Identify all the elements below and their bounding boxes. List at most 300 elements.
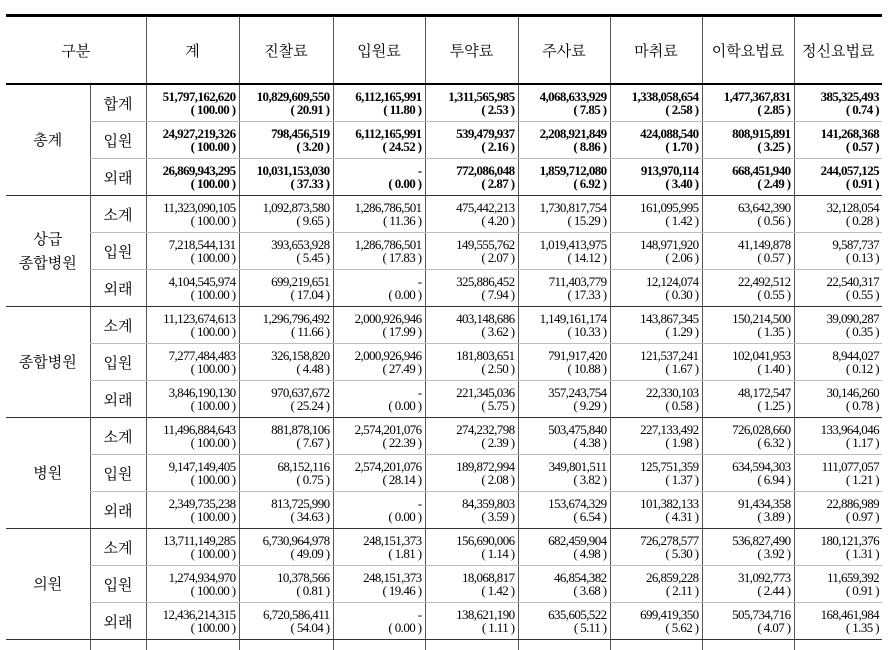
percent-value: ( 14.12 ) — [519, 251, 607, 264]
table-group — [6, 418, 882, 529]
value-cell — [518, 492, 610, 529]
percent-value: ( 20.91 ) — [240, 103, 330, 116]
table-row — [6, 566, 882, 603]
amount-value: 726,028,660 — [703, 423, 791, 436]
value-cell — [518, 307, 610, 344]
subgroup-label: 외래 — [90, 381, 146, 418]
percent-value: ( 2.85 ) — [703, 103, 791, 116]
value-cell — [333, 381, 425, 418]
value-cell — [794, 196, 882, 233]
percent-value: ( 3.40 ) — [611, 177, 699, 190]
header-injection-fee: 주사료 — [518, 16, 610, 85]
amount-value: 30,146,260 — [795, 386, 880, 399]
table-row — [6, 455, 882, 492]
table-group-continued — [6, 640, 882, 650]
subgroup-label: 외래 — [90, 492, 146, 529]
percent-value: ( 1.29 ) — [611, 325, 699, 338]
table-group — [6, 84, 882, 196]
percent-value: ( 10.33 ) — [519, 325, 607, 338]
table-row — [6, 344, 882, 381]
value-cell — [425, 381, 518, 418]
value-cell — [146, 233, 239, 270]
subgroup-label: 합계 — [90, 84, 146, 122]
subgroup-label: 소계 — [90, 196, 146, 233]
amount-value: 133,964,046 — [795, 423, 880, 436]
value-cell — [239, 159, 333, 196]
amount-value: 699,219,651 — [240, 275, 330, 288]
value-cell — [239, 344, 333, 381]
amount-value: 121,537,241 — [611, 349, 699, 362]
percent-value: ( 0.57 ) — [795, 140, 880, 153]
percent-value: ( 0.00 ) — [334, 399, 422, 412]
percent-value: ( 0.00 ) — [334, 177, 422, 190]
value-cell — [518, 122, 610, 159]
value-cell — [333, 84, 425, 122]
value-cell — [146, 492, 239, 529]
amount-value: 668,451,940 — [703, 164, 791, 177]
percent-value: ( 4.38 ) — [519, 436, 607, 449]
percent-value: ( 4.07 ) — [703, 621, 791, 634]
percent-value: ( 1.25 ) — [703, 399, 791, 412]
amount-value: 3,846,190,130 — [147, 386, 236, 399]
percent-value: ( 100.00 ) — [147, 436, 236, 449]
percent-value: ( 28.14 ) — [334, 473, 422, 486]
value-cell — [333, 603, 425, 640]
value-cell — [425, 159, 518, 196]
amount-value: 148,971,920 — [611, 238, 699, 251]
amount-value: 1,019,413,975 — [519, 238, 607, 251]
percent-value: ( 1.35 ) — [703, 325, 791, 338]
value-cell — [333, 233, 425, 270]
amount-value: 168,461,984 — [795, 608, 880, 621]
header-physical-therapy-fee: 이학요법료 — [702, 16, 794, 85]
amount-value: 1,311,565,985 — [426, 90, 515, 103]
amount-value: 403,148,686 — [426, 312, 515, 325]
value-cell — [610, 159, 702, 196]
amount-value: 274,232,798 — [426, 423, 515, 436]
percent-value: ( 2.44 ) — [703, 584, 791, 597]
value-cell — [610, 307, 702, 344]
value-cell — [239, 196, 333, 233]
table-row — [6, 529, 882, 566]
value-cell — [518, 455, 610, 492]
amount-value: 39,090,287 — [795, 312, 880, 325]
value-cell — [794, 529, 882, 566]
percent-value: ( 4.98 ) — [519, 547, 607, 560]
value-cell — [425, 566, 518, 603]
value-cell — [794, 492, 882, 529]
amount-value: 12,124,074 — [611, 275, 699, 288]
amount-value: 1,338,058,654 — [611, 90, 699, 103]
value-cell — [239, 381, 333, 418]
table-row — [6, 159, 882, 196]
amount-value: 221,345,036 — [426, 386, 515, 399]
amount-value: 393,653,928 — [240, 238, 330, 251]
percent-value: ( 0.35 ) — [795, 325, 880, 338]
amount-value: 22,330,103 — [611, 386, 699, 399]
value-cell — [425, 122, 518, 159]
table-row — [6, 307, 882, 344]
value-cell — [518, 84, 610, 122]
amount-value: 7,218,544,131 — [147, 238, 236, 251]
percent-value: ( 5.45 ) — [240, 251, 330, 264]
amount-value: 813,725,990 — [240, 497, 330, 510]
amount-value: 699,419,350 — [611, 608, 699, 621]
header-hospitalization-fee: 입원료 — [333, 16, 425, 85]
percent-value: ( 0.00 ) — [334, 288, 422, 301]
percent-value: ( 17.83 ) — [334, 251, 422, 264]
value-cell — [702, 566, 794, 603]
amount-value: 150,214,500 — [703, 312, 791, 325]
value-cell — [239, 122, 333, 159]
amount-value: 4,068,633,929 — [519, 90, 607, 103]
amount-value: 22,492,512 — [703, 275, 791, 288]
value-cell — [702, 84, 794, 122]
amount-value: 798,456,519 — [240, 127, 330, 140]
percent-value: ( 7.67 ) — [240, 436, 330, 449]
amount-value: 1,859,712,080 — [519, 164, 607, 177]
percent-value: ( 27.49 ) — [334, 362, 422, 375]
percent-value: ( 100.00 ) — [147, 547, 236, 560]
value-cell — [702, 418, 794, 455]
subgroup-label: 입원 — [90, 566, 146, 603]
value-cell — [702, 196, 794, 233]
percent-value: ( 8.86 ) — [519, 140, 607, 153]
amount-value: - — [334, 164, 422, 177]
value-cell — [518, 270, 610, 307]
empty-cell — [333, 640, 425, 650]
percent-value: ( 3.68 ) — [519, 584, 607, 597]
amount-value: 536,827,490 — [703, 534, 791, 547]
header-category: 구분 — [6, 16, 146, 85]
amount-value: 4,104,545,974 — [147, 275, 236, 288]
value-cell — [610, 381, 702, 418]
amount-value: 41,149,878 — [703, 238, 791, 251]
table-row — [6, 270, 882, 307]
percent-value: ( 0.58 ) — [611, 399, 699, 412]
value-cell — [333, 122, 425, 159]
percent-value: ( 1.98 ) — [611, 436, 699, 449]
percent-value: ( 0.81 ) — [240, 584, 330, 597]
percent-value: ( 2.06 ) — [611, 251, 699, 264]
percent-value: ( 1.21 ) — [795, 473, 880, 486]
amount-value: 248,151,373 — [334, 571, 422, 584]
percent-value: ( 2.39 ) — [426, 436, 515, 449]
amount-value: 503,475,840 — [519, 423, 607, 436]
percent-value: ( 10.88 ) — [519, 362, 607, 375]
header-medication-fee: 투약료 — [425, 16, 518, 85]
table-row — [6, 492, 882, 529]
amount-value: 1,286,786,501 — [334, 238, 422, 251]
percent-value: ( 5.75 ) — [426, 399, 515, 412]
value-cell — [610, 566, 702, 603]
amount-value: 9,147,149,405 — [147, 460, 236, 473]
value-cell — [333, 418, 425, 455]
value-cell — [333, 159, 425, 196]
group-label: 의원 — [6, 529, 90, 640]
table-group — [6, 529, 882, 640]
value-cell — [146, 122, 239, 159]
percent-value: ( 0.28 ) — [795, 214, 880, 227]
percent-value: ( 2.16 ) — [426, 140, 515, 153]
amount-value: 10,829,609,550 — [240, 90, 330, 103]
amount-value: 424,088,540 — [611, 127, 699, 140]
value-cell — [333, 492, 425, 529]
amount-value: 32,128,054 — [795, 201, 880, 214]
value-cell — [702, 381, 794, 418]
percent-value: ( 17.04 ) — [240, 288, 330, 301]
value-cell — [239, 270, 333, 307]
value-cell — [333, 529, 425, 566]
amount-value: 22,886,989 — [795, 497, 880, 510]
amount-value: 141,268,368 — [795, 127, 880, 140]
value-cell — [425, 529, 518, 566]
table-row — [6, 84, 882, 122]
value-cell — [610, 84, 702, 122]
amount-value: 711,403,779 — [519, 275, 607, 288]
value-cell — [518, 603, 610, 640]
percent-value: ( 4.31 ) — [611, 510, 699, 523]
value-cell — [425, 455, 518, 492]
value-cell — [794, 344, 882, 381]
value-cell — [425, 344, 518, 381]
percent-value: ( 0.91 ) — [795, 177, 880, 190]
percent-value: ( 17.99 ) — [334, 325, 422, 338]
value-cell — [239, 455, 333, 492]
amount-value: - — [334, 497, 422, 510]
amount-value: 13,711,149,285 — [147, 534, 236, 547]
percent-value: ( 100.00 ) — [147, 214, 236, 227]
percent-value: ( 19.46 ) — [334, 584, 422, 597]
amount-value: 1,730,817,754 — [519, 201, 607, 214]
amount-value: 18,068,817 — [426, 571, 515, 584]
amount-value: 808,915,891 — [703, 127, 791, 140]
value-cell — [610, 529, 702, 566]
amount-value: - — [334, 386, 422, 399]
value-cell — [610, 196, 702, 233]
value-cell — [794, 603, 882, 640]
table-row-partial — [6, 640, 882, 650]
percent-value: ( 1.11 ) — [426, 621, 515, 634]
percent-value: ( 7.94 ) — [426, 288, 515, 301]
amount-value: 357,243,754 — [519, 386, 607, 399]
amount-value: 385,325,493 — [795, 90, 880, 103]
amount-value: 2,000,926,946 — [334, 312, 422, 325]
amount-value: 10,378,566 — [240, 571, 330, 584]
value-cell — [425, 270, 518, 307]
empty-cell — [239, 640, 333, 650]
amount-value: 2,000,926,946 — [334, 349, 422, 362]
value-cell — [146, 270, 239, 307]
cost-table-container — [6, 14, 882, 650]
group-label: 총계 — [6, 84, 90, 196]
percent-value: ( 1.14 ) — [426, 547, 515, 560]
percent-value: ( 3.25 ) — [703, 140, 791, 153]
empty-cell — [90, 640, 146, 650]
amount-value: 181,803,651 — [426, 349, 515, 362]
percent-value: ( 2.53 ) — [426, 103, 515, 116]
amount-value: 227,133,492 — [611, 423, 699, 436]
amount-value: 8,944,027 — [795, 349, 880, 362]
percent-value: ( 6.32 ) — [703, 436, 791, 449]
amount-value: 12,436,214,315 — [147, 608, 236, 621]
percent-value: ( 100.00 ) — [147, 325, 236, 338]
amount-value: 6,112,165,991 — [334, 127, 422, 140]
amount-value: 48,172,547 — [703, 386, 791, 399]
amount-value: 791,917,420 — [519, 349, 607, 362]
percent-value: ( 100.00 ) — [147, 103, 236, 116]
amount-value: 24,927,219,326 — [147, 127, 236, 140]
medical-cost-table — [6, 14, 882, 650]
percent-value: ( 0.00 ) — [334, 510, 422, 523]
percent-value: ( 3.59 ) — [426, 510, 515, 523]
percent-value: ( 0.74 ) — [795, 103, 880, 116]
percent-value: ( 9.65 ) — [240, 214, 330, 227]
value-cell — [702, 603, 794, 640]
percent-value: ( 9.29 ) — [519, 399, 607, 412]
value-cell — [610, 455, 702, 492]
empty-cell — [702, 640, 794, 650]
percent-value: ( 37.33 ) — [240, 177, 330, 190]
value-cell — [239, 603, 333, 640]
subgroup-label: 입원 — [90, 122, 146, 159]
empty-cell — [425, 640, 518, 650]
value-cell — [425, 196, 518, 233]
percent-value: ( 1.67 ) — [611, 362, 699, 375]
percent-value: ( 2.50 ) — [426, 362, 515, 375]
amount-value: 7,277,484,483 — [147, 349, 236, 362]
amount-value: 539,479,937 — [426, 127, 515, 140]
percent-value: ( 3.62 ) — [426, 325, 515, 338]
value-cell — [702, 159, 794, 196]
amount-value: 6,730,964,978 — [240, 534, 330, 547]
value-cell — [333, 196, 425, 233]
percent-value: ( 100.00 ) — [147, 362, 236, 375]
subgroup-label: 소계 — [90, 307, 146, 344]
amount-value: - — [334, 608, 422, 621]
value-cell — [239, 233, 333, 270]
value-cell — [239, 566, 333, 603]
percent-value: ( 100.00 ) — [147, 473, 236, 486]
percent-value: ( 0.55 ) — [795, 288, 880, 301]
value-cell — [333, 455, 425, 492]
percent-value: ( 54.04 ) — [240, 621, 330, 634]
value-cell — [425, 603, 518, 640]
value-cell — [518, 196, 610, 233]
value-cell — [425, 307, 518, 344]
percent-value: ( 100.00 ) — [147, 621, 236, 634]
percent-value: ( 0.78 ) — [795, 399, 880, 412]
amount-value: 51,797,162,620 — [147, 90, 236, 103]
amount-value: 349,801,511 — [519, 460, 607, 473]
value-cell — [146, 455, 239, 492]
value-cell — [794, 270, 882, 307]
percent-value: ( 2.87 ) — [426, 177, 515, 190]
value-cell — [425, 233, 518, 270]
value-cell — [239, 418, 333, 455]
percent-value: ( 15.29 ) — [519, 214, 607, 227]
amount-value: 149,555,762 — [426, 238, 515, 251]
percent-value: ( 4.20 ) — [426, 214, 515, 227]
table-row — [6, 122, 882, 159]
value-cell — [239, 529, 333, 566]
value-cell — [794, 84, 882, 122]
value-cell — [794, 455, 882, 492]
amount-value: 1,477,367,831 — [703, 90, 791, 103]
amount-value: - — [334, 275, 422, 288]
percent-value: ( 22.39 ) — [334, 436, 422, 449]
amount-value: 881,878,106 — [240, 423, 330, 436]
amount-value: 189,872,994 — [426, 460, 515, 473]
percent-value: ( 100.00 ) — [147, 177, 236, 190]
group-label: 상급 종합병원 — [6, 196, 90, 307]
value-cell — [610, 492, 702, 529]
value-cell — [518, 418, 610, 455]
amount-value: 913,970,114 — [611, 164, 699, 177]
value-cell — [610, 344, 702, 381]
subgroup-label: 외래 — [90, 270, 146, 307]
value-cell — [794, 381, 882, 418]
value-cell — [518, 344, 610, 381]
amount-value: 11,659,392 — [795, 571, 880, 584]
value-cell — [610, 233, 702, 270]
amount-value: 84,359,803 — [426, 497, 515, 510]
value-cell — [610, 603, 702, 640]
value-cell — [146, 566, 239, 603]
percent-value: ( 3.20 ) — [240, 140, 330, 153]
table-row — [6, 418, 882, 455]
percent-value: ( 1.42 ) — [426, 584, 515, 597]
subgroup-label: 외래 — [90, 159, 146, 196]
percent-value: ( 2.49 ) — [703, 177, 791, 190]
amount-value: 475,442,213 — [426, 201, 515, 214]
amount-value: 1,274,934,970 — [147, 571, 236, 584]
percent-value: ( 1.40 ) — [703, 362, 791, 375]
percent-value: ( 5.11 ) — [519, 621, 607, 634]
percent-value: ( 100.00 ) — [147, 584, 236, 597]
table-row — [6, 603, 882, 640]
percent-value: ( 11.80 ) — [334, 103, 422, 116]
amount-value: 1,296,796,492 — [240, 312, 330, 325]
percent-value: ( 3.89 ) — [703, 510, 791, 523]
amount-value: 2,574,201,076 — [334, 460, 422, 473]
empty-cell — [518, 640, 610, 650]
amount-value: 153,674,329 — [519, 497, 607, 510]
amount-value: 2,208,921,849 — [519, 127, 607, 140]
amount-value: 244,057,125 — [795, 164, 880, 177]
value-cell — [702, 455, 794, 492]
amount-value: 6,720,586,411 — [240, 608, 330, 621]
header-psychotherapy-fee: 정신요법료 — [794, 16, 882, 85]
value-cell — [146, 307, 239, 344]
value-cell — [518, 529, 610, 566]
value-cell — [518, 233, 610, 270]
value-cell — [518, 381, 610, 418]
value-cell — [146, 159, 239, 196]
amount-value: 22,540,317 — [795, 275, 880, 288]
header-consultation-fee: 진찰료 — [239, 16, 333, 85]
empty-cell — [6, 640, 90, 650]
value-cell — [239, 492, 333, 529]
percent-value: ( 2.08 ) — [426, 473, 515, 486]
percent-value: ( 6.54 ) — [519, 510, 607, 523]
percent-value: ( 1.42 ) — [611, 214, 699, 227]
percent-value: ( 0.30 ) — [611, 288, 699, 301]
value-cell — [333, 566, 425, 603]
subgroup-label: 소계 — [90, 418, 146, 455]
group-label: 병원 — [6, 418, 90, 529]
amount-value: 970,637,672 — [240, 386, 330, 399]
